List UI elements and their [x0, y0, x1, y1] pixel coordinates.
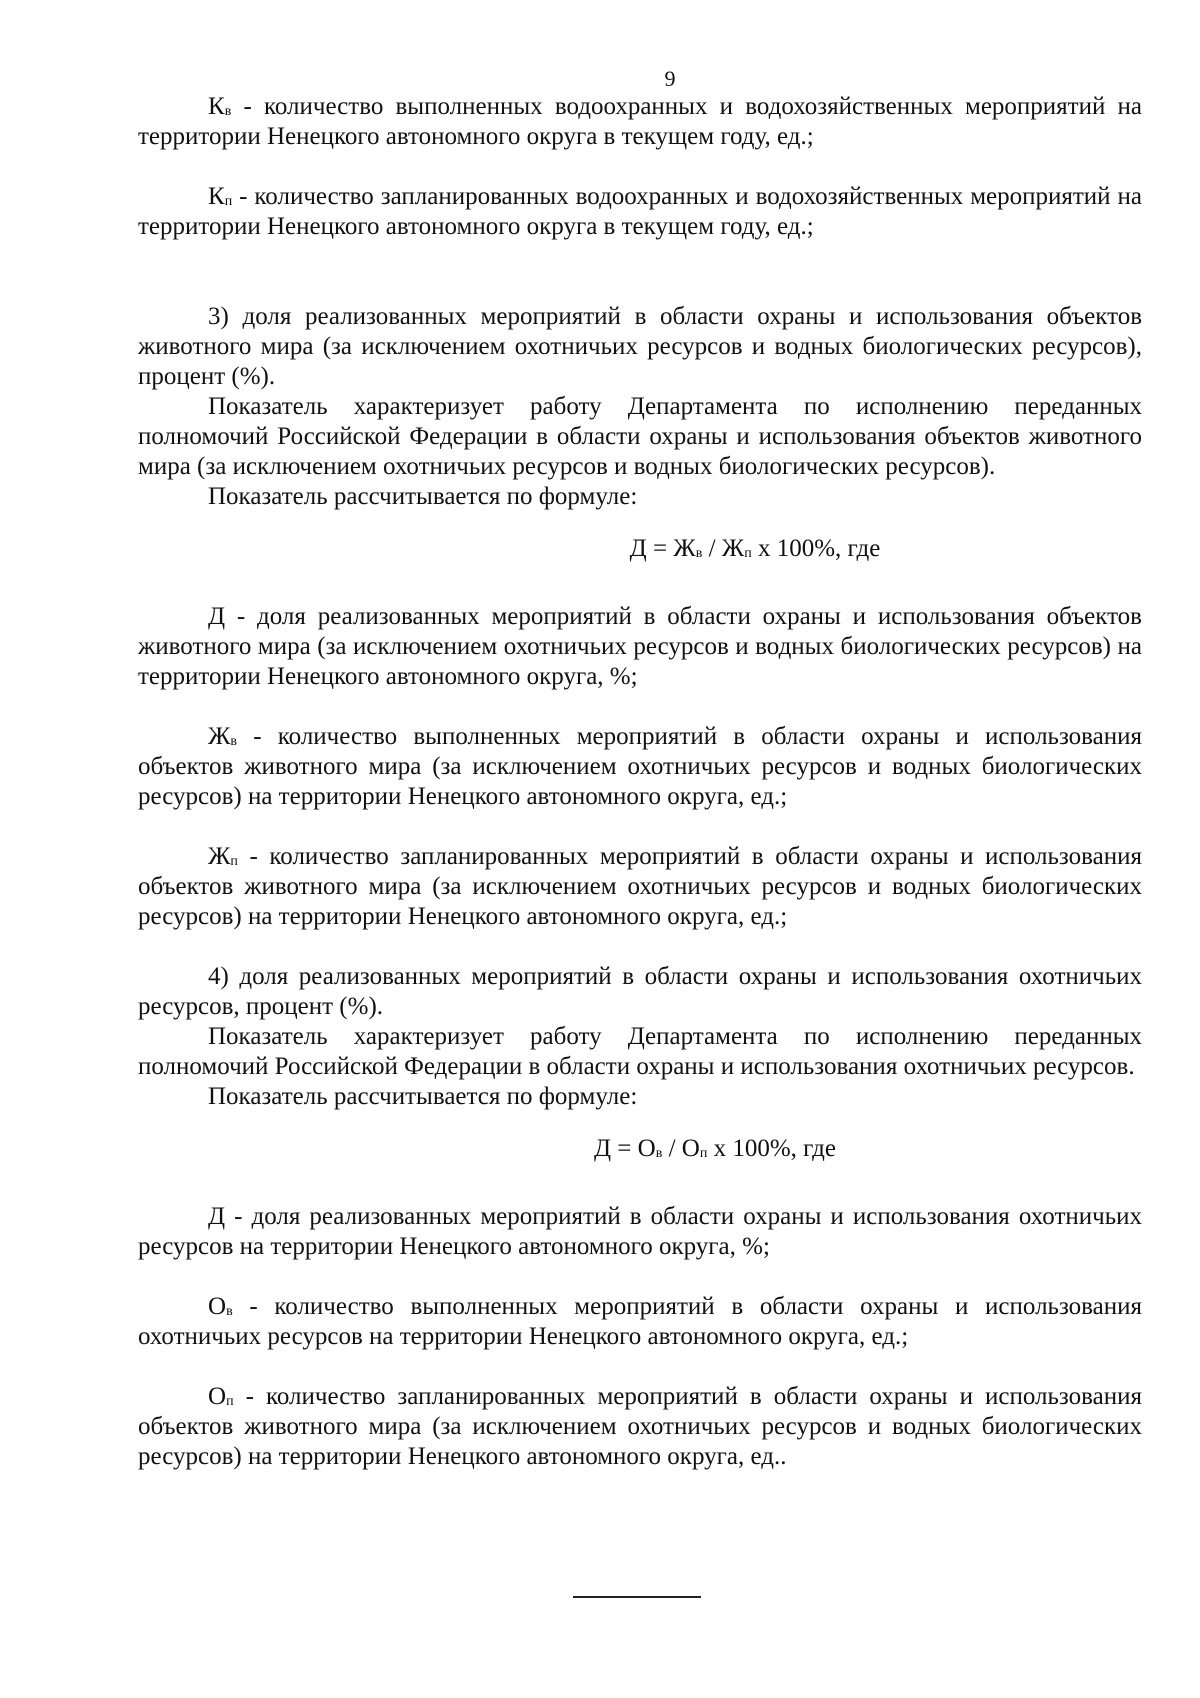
subscript-op: п — [226, 1394, 234, 1409]
spacer — [138, 812, 1142, 842]
subscript-kv: в — [224, 104, 232, 119]
formula-o — [138, 1134, 1142, 1164]
spacer — [138, 1112, 1142, 1134]
formula-zh-lhs: Д = Ж — [629, 535, 696, 562]
symbol-ov: О — [208, 1293, 227, 1320]
symbol-op: О — [208, 1383, 227, 1410]
formula-zh-rhs: х 100%, где — [751, 535, 881, 562]
definition-kv-text: - количество выполненных водоохранных и водохозяйственных мероприятий на территории Ненецкого автономного округа в текущем году, ед.; — [138, 93, 1142, 150]
footer-rule — [573, 1596, 701, 1598]
spacer — [138, 1164, 1142, 1202]
formula-o-sub-v: в — [655, 1146, 663, 1161]
definition-zhv-text: - количество выполненных мероприятий в области охраны и использования объектов животного мира (за исключением охотничьих ресурсов и водных биологических ресурсов) на территории Ненецкого автономного округа, ед.; — [138, 723, 1142, 810]
formula-zh-mid: / Ж — [702, 535, 745, 562]
symbol-zhv: Ж — [208, 723, 231, 750]
definition-zhp-text: - количество запланированных мероприятий в области охраны и использования объектов животного мира (за исключением охотничьих ресурсов и водных биологических ресурсов) на территории Ненецкого автономного округа, ед.; — [138, 843, 1142, 930]
definition-zhp — [138, 842, 1142, 932]
item-4-characteristic: Показатель характеризует работу Департамента по исполнению переданных полномочий Российской Федерации в области охраны и использования охотничьих ресурсов. — [138, 1023, 1142, 1080]
item-3-characteristic: Показатель характеризует работу Департамента по исполнению переданных полномочий Российской Федерации в области охраны и использования объектов животного мира (за исключением охотничьих ресурсов и водных биологических ресурсов). — [138, 393, 1142, 480]
definition-kp-text: - количество запланированных водоохранных и водохозяйственных мероприятий на территории Ненецкого автономного округа в текущем году, ед.; — [138, 183, 1142, 240]
document-body — [138, 92, 1142, 1472]
spacer — [138, 242, 1142, 302]
spacer — [138, 1352, 1142, 1382]
definition-zhv — [138, 722, 1142, 812]
definition-d1: Д - доля реализованных мероприятий в области охраны и использования объектов животного мира (за исключением охотничьих ресурсов и водных биологических ресурсов) на территории Ненецкого автономного округа, %; — [138, 603, 1142, 690]
spacer — [138, 692, 1142, 722]
formula-o-sub-p: п — [699, 1146, 708, 1161]
symbol-zhp: Ж — [208, 843, 231, 870]
definition-op — [138, 1382, 1142, 1472]
spacer — [138, 1262, 1142, 1292]
definition-op-text: - количество запланированных мероприятий в области охраны и использования объектов животного мира (за исключением охотничьих ресурсов и водных биологических ресурсов) на территории Ненецкого автономного округа, ед.. — [138, 1383, 1142, 1470]
formula-zh-sub-v: в — [695, 546, 703, 561]
formula-o-rhs: х 100%, где — [707, 1135, 836, 1162]
item-3-heading: 3) доля реализованных мероприятий в области охраны и использования объектов животного мира (за исключением охотничьих ресурсов и водных биологических ресурсов), процент (%). — [138, 303, 1142, 390]
definition-ov-text: - количество выполненных мероприятий в области охраны и использования охотничьих ресурсов на территории Ненецкого автономного округа, ед.; — [138, 1293, 1142, 1350]
formula-zh — [138, 534, 1142, 564]
subscript-zhv: в — [230, 734, 238, 749]
spacer — [138, 152, 1142, 182]
formula-zh-sub-p: п — [744, 546, 752, 561]
subscript-zhp: п — [230, 854, 238, 869]
definition-kv — [138, 92, 1142, 152]
symbol-kp: К — [208, 183, 225, 210]
page-number: 9 — [664, 66, 676, 91]
definition-d2: Д - доля реализованных мероприятий в области охраны и использования охотничьих ресурсов на территории Ненецкого автономного округа, %; — [138, 1203, 1142, 1260]
spacer — [138, 932, 1142, 962]
item-4-heading: 4) доля реализованных мероприятий в области охраны и использования охотничьих ресурсов, процент (%). — [138, 963, 1142, 1020]
item-4-calculation-note: Показатель рассчитывается по формуле: — [208, 1083, 638, 1110]
definition-kp — [138, 182, 1142, 242]
subscript-kp: п — [224, 194, 233, 209]
formula-o-mid: / О — [662, 1135, 700, 1162]
spacer — [138, 564, 1142, 602]
subscript-ov: в — [226, 1304, 233, 1319]
spacer — [138, 512, 1142, 534]
item-3-calculation-note: Показатель рассчитывается по формуле: — [208, 483, 638, 510]
symbol-kv: К — [208, 93, 225, 120]
formula-o-lhs: Д = О — [594, 1135, 656, 1162]
definition-ov — [138, 1292, 1142, 1352]
